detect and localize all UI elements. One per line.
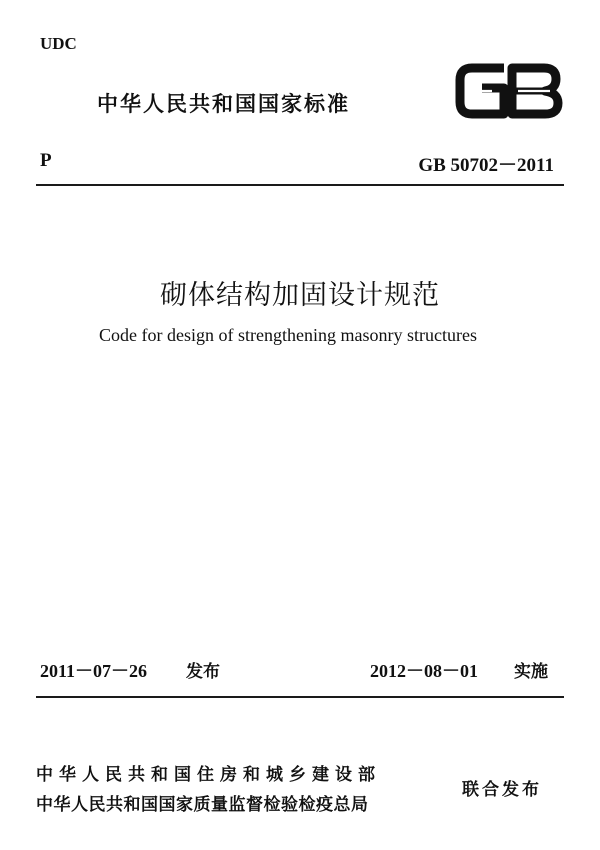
issue-date: 2011－07－26: [40, 661, 148, 681]
top-divider: [36, 184, 564, 186]
bottom-divider: [36, 696, 564, 698]
standard-type-title: 中华人民共和国国家标准: [97, 92, 350, 116]
category-code: P: [40, 150, 52, 171]
implementation-date: 2012－08－01: [370, 661, 478, 681]
publisher-aqsiq: 中华人民共和国国家质量监督检验检疫总局: [36, 795, 369, 815]
joint-issue-label: 联合发布: [462, 780, 542, 800]
document-title-cn: 砌体结构加固设计规范: [160, 280, 440, 311]
document-title-en: Code for design of strengthening masonry structures: [99, 325, 477, 345]
gb-logo-icon: [452, 58, 564, 122]
issue-label: 发布: [186, 662, 220, 682]
udc-label: UDC: [40, 34, 77, 53]
implementation-label: 实施: [514, 662, 548, 682]
publisher-ministry-housing: 中华人民共和国住房和城乡建设部: [36, 765, 381, 785]
standard-number: GB 50702－2011: [418, 155, 554, 176]
